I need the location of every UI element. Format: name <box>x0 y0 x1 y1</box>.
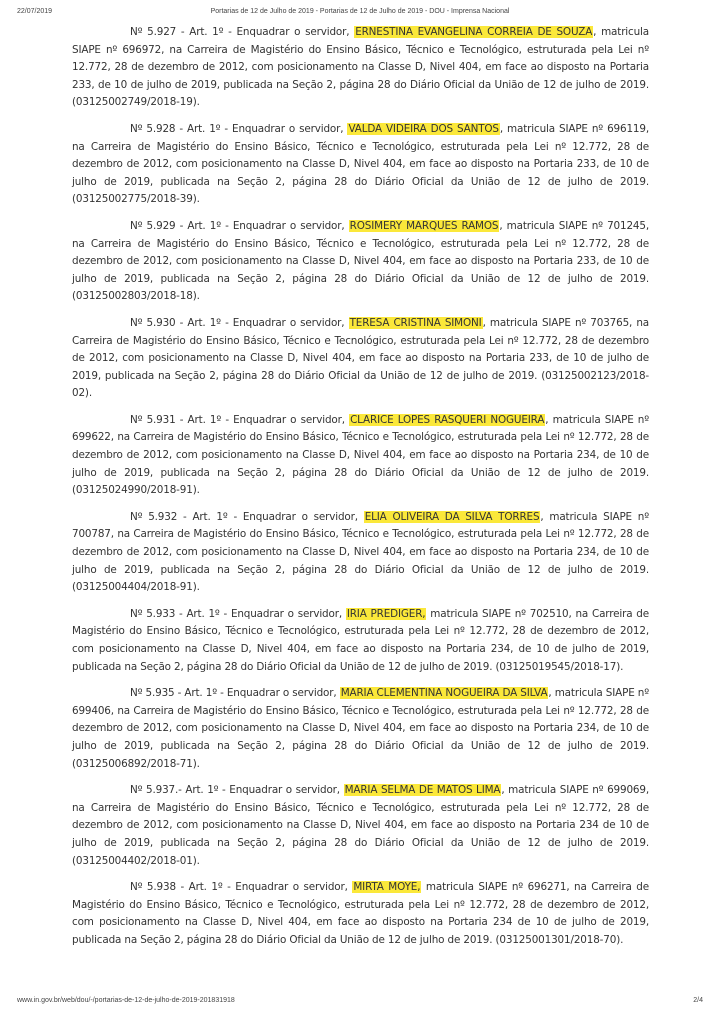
highlighted-name: ERNESTINA EVANGELINA CORREIA DE SOUZA <box>355 26 593 38</box>
highlighted-name: ELIA OLIVEIRA DA SILVA TORRES <box>364 510 540 523</box>
entry-text: , matricula SIAPE nº 699622, na Carreira de Magistério do Ensino Básico, Técnico e Tecnológico, estruturada pela Lei nº 12.772, 28 de dezembro de 2012, com posicionamento na Classe D, Nivel 404, em face ao disposto na Portaria 234, de 10 de julho de 2019, publicada na Seção 2, página 28 do Diário Oficial da União de 12 de julho de 2019. (03125024990/2018-91). <box>72 413 649 497</box>
entry-5931 <box>72 412 649 500</box>
entry-text: , matricula SIAPE nº 696119, na Carreira de Magistério do Ensino Básico, Técnico e Tecnológico, estruturada pela Lei nº 12.772, 28 de dezembro de 2012, com posicionamento na Classe D, Nivel 404, em face ao disposto na Portaria 233, de 10 de julho de 2019, publicada na Seção 2, página 28 do Diário Oficial da União de 12 de julho de 2019. (03125002775/2018-39). <box>72 122 649 206</box>
highlighted-name: CLARICE LOPES RASQUERI NOGUEIRA <box>350 413 545 426</box>
entry-lead: Nº 5.929 - Art. 1º - Enquadrar o servidor, <box>130 219 349 232</box>
entry-lead: Nº 5.935 - Art. 1º - Enquadrar o servidor, <box>130 687 340 700</box>
page-number: 2/4 <box>693 997 703 1004</box>
page-url: www.in.gov.br/web/dou/-/portarias-de-12-de-julho-de-2019-201831918 <box>17 997 235 1004</box>
highlighted-name: MIRTA MOYE, <box>353 881 421 894</box>
highlighted-name: MARIA SELMA DE MATOS LIMA <box>344 784 501 797</box>
entry-5928 <box>72 121 649 209</box>
entry-5932 <box>72 509 649 597</box>
entry-5929 <box>72 218 649 306</box>
entry-lead: Nº 5.932 - Art. 1º - Enquadrar o servidor, <box>130 510 364 523</box>
entry-lead: Nº 5.937.- Art. 1º - Enquadrar o servidor, <box>130 784 344 797</box>
entry-5937 <box>72 782 649 870</box>
highlighted-name: MARIA CLEMENTINA NOGUEIRA DA SILVA <box>340 687 548 700</box>
entry-lead: Nº 5.931 - Art. 1º - Enquadrar o servidor, <box>130 413 350 426</box>
entry-text: matricula SIAPE nº 696271, na Carreira de Magistério do Ensino Básico, Técnico e Tecnológico, estruturada pela Lei nº 12.772, 28 de dezembro de 2012, com posicionamento na Classe D, Nivel 404, em face ao disposto na Portaria 234 de 10 de julho de 2019, publicada na Seção 2, página 28 do Diário Oficial da União de 12 de julho de 2019. (03125001301/2018-70). <box>72 881 649 946</box>
highlighted-name: TERESA CRISTINA SIMONI <box>349 316 482 329</box>
entry-5927 <box>72 24 649 112</box>
entry-text: , matricula SIAPE nº 699406, na Carreira de Magistério do Ensino Básico, Técnico e Tecnológico, estruturada pela Lei nº 12.772, 28 de dezembro de 2012, com posicionamento na Classe D, Nivel 404, em face ao disposto na Portaria 234, de 10 de julho de 2019, publicada na Seção 2, página 28 do Diário Oficial da União de 12 de julho de 2019. (03125006892/2018-71). <box>72 687 649 770</box>
print-footer <box>0 997 720 1009</box>
entry-text: matricula SIAPE nº 702510, na Carreira de Magistério do Ensino Básico, Técnico e Tecnológico, estruturada pela Lei nº 12.772, 28 de dezembro de 2012, com posicionamento na Classe D, Nivel 404, em face ao disposto na Portaria 234, de 10 de julho de 2019, publicada na Seção 2, página 28 do Diário Oficial da União de 12 de julho de 2019. (03125019545/2018-17). <box>72 607 649 673</box>
highlighted-name: ROSIMERY MARQUES RAMOS <box>349 219 499 232</box>
entry-text: , matricula SIAPE nº 696972, na Carreira de Magistério do Ensino Básico, Técnico e Tecnológico, estruturada pela Lei nº 12.772, 28 de dezembro de 2012, com posicionamento na Classe D, Nivel 404, em face ao disposto na Portaria 233, de 10 de julho de 2019, publicada na Seção 2, página 28 do Diário Oficial da União de 12 de julho de 2019. (03125002749/2018-19). <box>72 26 649 109</box>
entry-text: , matricula SIAPE nº 699069, na Carreira de Magistério do Ensino Básico, Técnico e Tecnológico, estruturada pela Lei nº 12.772, 28 de dezembro de 2012, com posicionamento na Classe D, Nivel 404, em face ao disposto na Portaria 234 de 10 de julho de 2019, publicada na Seção 2, página 28 do Diário Oficial da União de 12 de julho de 2019. (03125004402/2018-01). <box>72 784 649 867</box>
entry-5930 <box>72 315 649 403</box>
entry-5938 <box>72 879 649 949</box>
print-date: 22/07/2019 <box>17 8 53 15</box>
entry-lead: Nº 5.930 - Art. 1º - Enquadrar o servidor, <box>130 316 349 329</box>
entry-text: , matricula SIAPE nº 703765, na Carreira de Magistério do Ensino Básico, Técnico e Tecnológico, estruturada pela Lei nº 12.772, 28 de dezembro de 2012, com posicionamento na Classe D, Nivel 404, em face ao disposto na Portaria 233, de 10 de julho de 2019, publicada na Seção 2, página 28 do Diário Oficial da União de 12 de julho de 2019. (03125002123/2018-02). <box>72 316 649 400</box>
highlighted-name: IRIA PREDIGER, <box>346 607 426 620</box>
print-header <box>0 8 720 20</box>
entry-lead: Nº 5.938 - Art. 1º - Enquadrar o servidor, <box>130 881 353 894</box>
entry-text: , matricula SIAPE nº 700787, na Carreira de Magistério do Ensino Básico, Técnico e Tecnológico, estruturada pela Lei nº 12.772, 28 de dezembro de 2012, com posicionamento na Classe D, Nivel 404, em face ao disposto na Portaria 234, de 10 de julho de 2019, publicada na Seção 2, página 28 do Diário Oficial da União de 12 de julho de 2019. (03125004404/2018-91). <box>72 510 649 594</box>
entry-lead: Nº 5.933 - Art. 1º - Enquadrar o servidor, <box>130 607 346 620</box>
entry-5935 <box>72 685 649 773</box>
entry-lead: Nº 5.927 - Art. 1º - Enquadrar o servidor, <box>130 26 355 38</box>
highlighted-name: VALDA VIDEIRA DOS SANTOS <box>348 122 499 135</box>
print-title: Portarias de 12 de Julho de 2019 - Portarias de 12 de Julho de 2019 - DOU - Imprensa Nacional <box>210 8 510 15</box>
entry-text: , matricula SIAPE nº 701245, na Carreira de Magistério do Ensino Básico, Técnico e Tecnológico, estruturada pela Lei nº 12.772, 28 de dezembro de 2012, com posicionamento na Classe D, Nivel 404, em face ao disposto na Portaria 233, de 10 de julho de 2019, publicada na Seção 2, página 28 do Diário Oficial da União de 12 de julho de 2019. (03125002803/2018-18). <box>72 219 649 303</box>
entry-lead: Nº 5.928 - Art. 1º - Enquadrar o servidor, <box>130 122 348 135</box>
entry-5933 <box>72 606 649 676</box>
document-body <box>72 24 649 959</box>
